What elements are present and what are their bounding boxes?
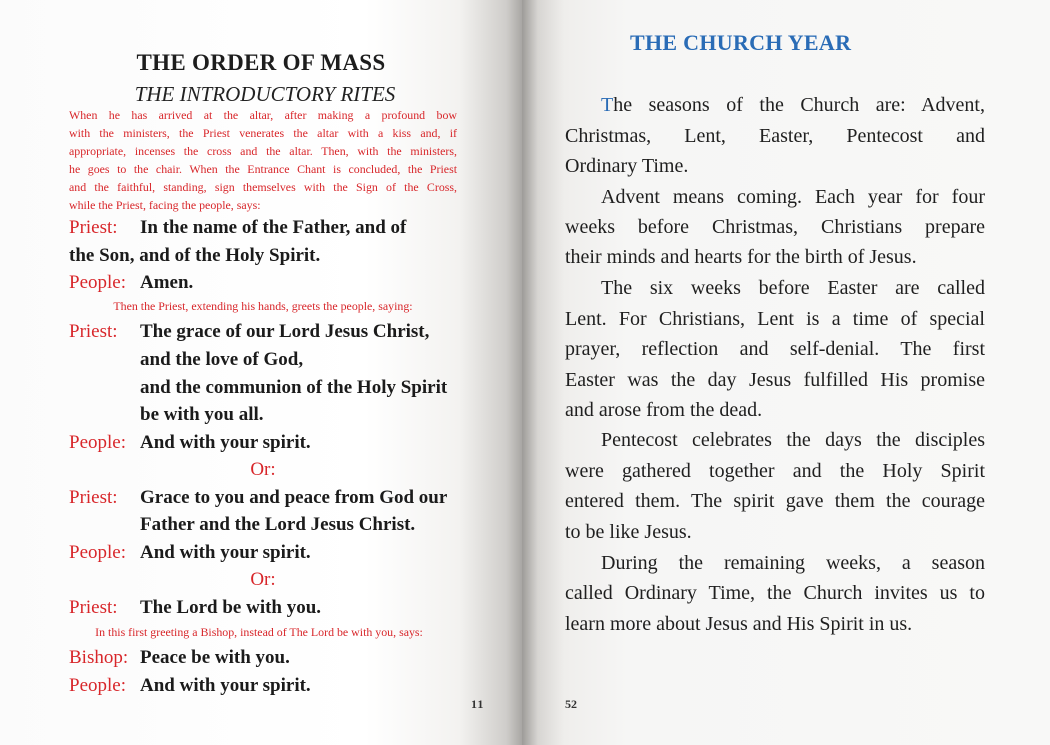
people-line [69,674,469,698]
people-line [69,431,469,455]
priest-line [69,216,469,240]
people-text: And with your spirit. [140,542,311,563]
body-line: During the remaining weeks, a season [601,552,985,574]
body-line: entered them. The spirit gave them the courage [565,490,985,512]
page-title: THE ORDER OF MASS [136,50,386,75]
body-line: called Ordinary Time, the Church invites us to [565,582,985,604]
priest-line-cont [140,403,540,427]
page-number: 11 [471,697,485,711]
people-line [69,271,469,295]
priest-text: and the love of God, [140,349,304,370]
people-text: And with your spirit. [140,432,311,453]
people-text: And with your spirit. [140,675,311,696]
rubric-line: When he has arrived at the altar, after making a profound bow [69,108,457,122]
or-divider: Or: [250,569,276,590]
priest-line [69,486,469,510]
body-line: and arose from the dead. [565,399,763,421]
priest-text: The Lord be with you. [140,597,322,618]
priest-text: and the communion of the Holy Spirit [140,377,448,398]
rubric-line: while the Priest, facing the people, says: [69,198,261,212]
rubric-line: with the ministers, the Priest venerates the altar with a kiss and, if [69,126,457,140]
drop-letter: T [601,94,614,116]
priest-line-cont [69,244,469,268]
body-line: The six weeks before Easter are called [601,277,985,299]
rubric-line: he goes to the chair. When the Entrance Chant is concluded, the Priest [69,162,457,176]
priest-text: be with you all. [140,404,264,425]
body-line: Ordinary Time. [565,155,689,177]
body-text: he seasons of the Church are: Advent, [613,94,985,116]
rubric-line: appropriate, incenses the cross and the altar. Then, with the ministers, [69,144,457,158]
speaker-label: People: [69,542,126,563]
speaker-label: Priest: [69,597,118,618]
body-line: Christmas, Lent, Easter, Pentecost and [565,125,985,147]
people-line [69,541,469,565]
priest-line [69,596,469,620]
speaker-label: Priest: [69,487,118,508]
page-number: 52 [565,697,577,711]
left-page [0,0,522,745]
page-title: THE CHURCH YEAR [630,30,852,55]
people-text: Amen. [140,272,194,293]
priest-line-cont [140,376,540,400]
priest-text: Father and the Lord Jesus Christ. [140,514,416,535]
speaker-label: Priest: [69,321,118,342]
rubric-intro [69,106,457,214]
body-line: learn more about Jesus and His Spirit in us. [565,613,913,635]
priest-line-cont [140,348,540,372]
body-line: were gathered together and the Holy Spirit [565,460,985,482]
priest-text: The grace of our Lord Jesus Christ, [140,321,430,342]
rubric-line: and the faithful, standing, sign themselves with the Sign of the Cross, [69,180,457,194]
body-line: their minds and hearts for the birth of Jesus. [565,246,917,268]
body-line: Easter was the day Jesus fulfilled His promise [565,369,985,391]
priest-line [69,320,469,344]
body-line: Lent. For Christians, Lent is a time of special [565,308,985,330]
speaker-label: Bishop: [69,647,129,668]
bishop-text: Peace be with you. [140,647,290,668]
body-line: prayer, reflection and self-denial. The first [565,338,985,360]
rubric-bishop: In this first greeting a Bishop, instead of The Lord be with you, says: [95,625,423,639]
body-line: Pentecost celebrates the days the disciples [601,429,985,451]
rubric-greeting: Then the Priest, extending his hands, greets the people, saying: [113,299,413,313]
priest-text: the Son, and of the Holy Spirit. [69,245,321,266]
body-line: weeks before Christmas, Christians prepare [565,216,985,238]
body-line: to be like Jesus. [565,521,692,543]
body-line [565,90,985,120]
speaker-label: Priest: [69,217,118,238]
body-line: Advent means coming. Each year for four [601,186,985,208]
or-divider: Or: [250,459,276,480]
section-subtitle: THE INTRODUCTORY RITES [134,82,396,106]
priest-text: Grace to you and peace from God our [140,487,448,508]
speaker-label: People: [69,432,126,453]
priest-text: In the name of the Father, and of [140,217,407,238]
bishop-line [69,646,469,670]
speaker-label: People: [69,675,126,696]
speaker-label: People: [69,272,126,293]
priest-line-cont [140,513,540,537]
